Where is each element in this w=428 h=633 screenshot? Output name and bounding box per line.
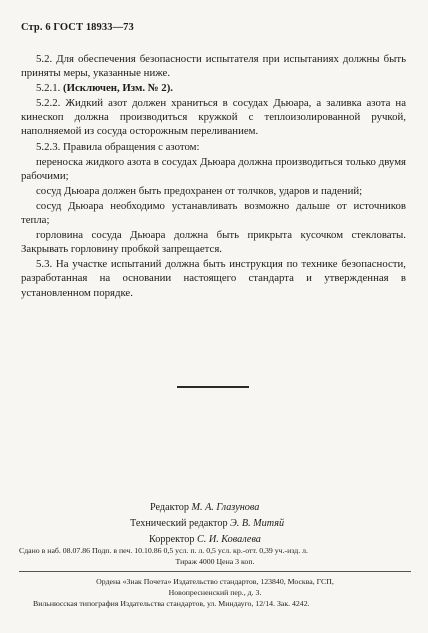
rule-placement: сосуд Дьюара необходимо устанавливать возможно дальше от источников тепла; — [21, 199, 406, 227]
clause-number: 5.2.1. — [36, 82, 61, 95]
imprint-circulation: Тираж 4000 Цена 3 коп. — [175, 557, 255, 566]
publisher-line-1: Ордена «Знак Почета» Издательство стандартов, 123840, Москва, ГСП, — [96, 577, 334, 586]
paragraph-5-2: 5.2. Для обеспечения безопасности испытателя при испытаниях должны быть приняты меры, указанные ниже. — [21, 53, 406, 80]
publisher-line-2: Новопресненский пер., д. 3. — [168, 588, 262, 597]
tech-editor-credit — [130, 516, 284, 533]
excluded-note: (Исключен, Изм. № 2). — [63, 82, 173, 95]
paragraph-5-2-1 — [21, 81, 406, 95]
body-text — [21, 52, 406, 300]
rule-carrying: переноска жидкого азота в сосудах Дьюара должна производиться только двумя рабочими; — [21, 155, 406, 182]
imprint-block — [19, 545, 411, 609]
editor-name: М. А. Глазунова — [191, 502, 260, 513]
rule-protection: сосуд Дьюара должен быть предохранен от толчков, ударов и падений; — [36, 184, 363, 197]
tech-editor-name: Э. В. Митяй — [230, 518, 285, 529]
corrector-name: С. И. Ковалева — [196, 534, 261, 545]
paragraph-5-2-3: 5.2.3. Правила обращения с азотом: — [36, 140, 200, 153]
imprint-separator — [19, 571, 411, 572]
tech-editor-role: Технический редактор — [130, 518, 228, 529]
paragraph-5-3: 5.3. На участке испытаний должна быть инструкция по технике безопасности, разработанная на основании настоящего стандарта и утвержденная в установленном порядке. — [21, 258, 406, 299]
corrector-role: Корректор — [149, 534, 195, 545]
printer-line: Вильнюсская типография Издательства стандартов, ул. Миндауго, 12/14. Зак. 4242. — [33, 599, 310, 608]
paragraph-5-2-2: 5.2.2. Жидкий азот должен храниться в сосудах Дьюара, а заливка азота на кинескоп должна производиться кружкой с теплоизолированной ручкой, наполняемой из сосуда осторожным переливанием. — [21, 97, 406, 138]
editor-role: Редактор — [150, 502, 189, 513]
imprint-print-data: Сдано в наб. 08.07.86 Подп. в печ. 10.10.86 0,5 усл. п. л. 0,5 усл. кр.-отт. 0,39 уч.-изд. л. — [19, 546, 308, 555]
section-divider — [177, 386, 249, 388]
rule-neck-cover: горловина сосуда Дьюара должна быть прикрыта кусочком стекловаты. Закрывать горловину пробкой запрещается. — [21, 229, 406, 256]
editor-credit — [150, 500, 259, 517]
running-header: Стр. 6 ГОСТ 18933—73 — [21, 22, 134, 33]
